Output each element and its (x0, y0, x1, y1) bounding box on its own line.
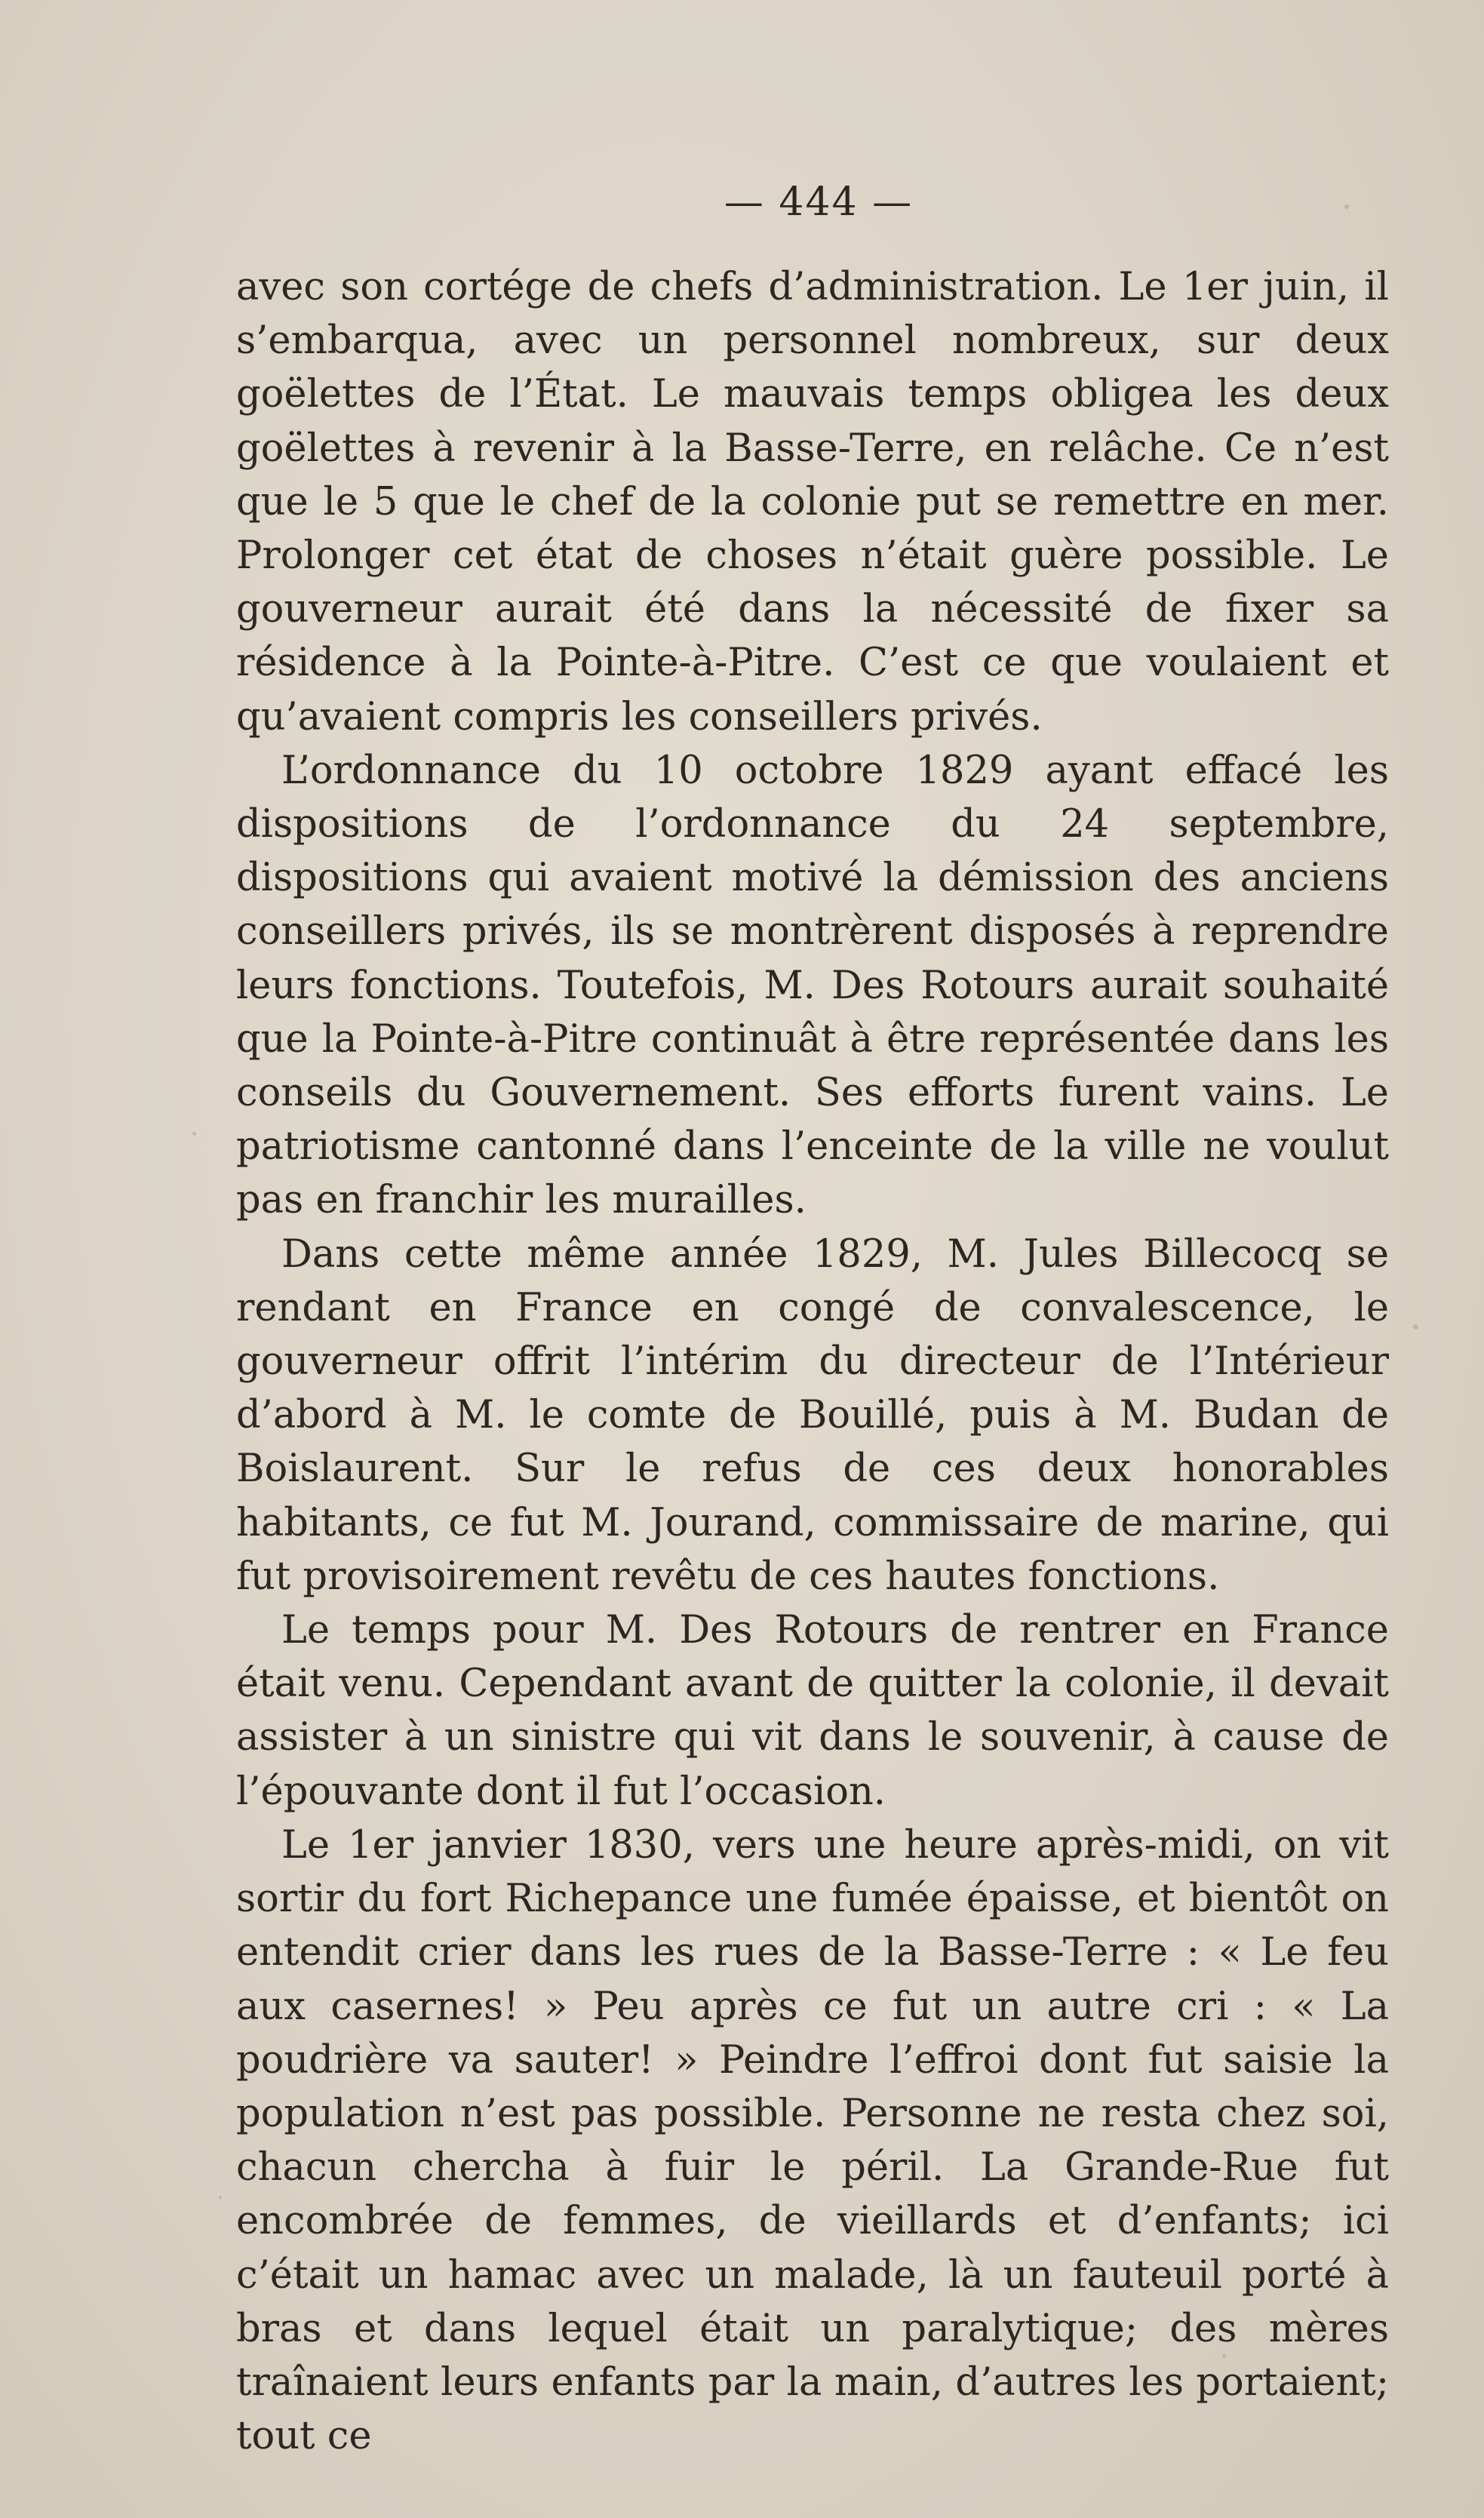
paper-speck (219, 2196, 222, 2199)
paper-speck (1413, 1324, 1418, 1330)
paragraph-5: Le 1er janvier 1830, vers une heure après-midi, on vit sortir du fort Richepance une fumée épaisse, et bientôt on entendit crier dans les rues de la Basse-Terre : « Le feu aux casernes! » Peu après ce fut un autre cri : « La poudrière va sauter! » Peindre l’effroi dont fut saisie la population n’est pas possible. Personne ne resta chez soi, chacun chercha à fuir le péril. La Grande-Rue fut encombrée de femmes, de vieillards et d’enfants; ici c’était un hamac avec un malade, là un fauteuil porté à bras et dans lequel était un paralytique; des mères traînaient leurs enfants par la main, d’autres les portaient; tout ce (236, 1822, 1389, 2459)
paper-speck (192, 1132, 196, 1136)
page-number: — 444 — (724, 180, 914, 225)
paragraph-3: Dans cette même année 1829, M. Jules Billecocq se rendant en France en congé de convalescence, le gouverneur offrit l’intérim du directeur de l’Intérieur d’abord à M. le comte de Bouillé, puis à M. Budan de Boislaurent. Sur le refus de ces deux honorables habitants, ce fut M. Jourand, commissaire de marine, qui fut provisoirement revêtu de ces hautes fonctions. (236, 1231, 1389, 1599)
body-text (236, 260, 1389, 2463)
paper-speck (1344, 204, 1349, 209)
paragraph-2: L’ordonnance du 10 octobre 1829 ayant effacé les dispositions de l’ordonnance du 24 septembre, dispositions qui avaient motivé la démission des anciens conseillers privés, ils se montrèrent disposés à reprendre leurs fonctions. Toutefois, M. Des Rotours aurait souhaité que la Pointe-à-Pitre continuât à être représentée dans les conseils du Gouvernement. Ses efforts furent vains. Le patriotisme cantonné dans l’enceinte de la ville ne voulut pas en franchir les murailles. (236, 748, 1389, 1223)
paragraph-1: avec son cortége de chefs d’administration. Le 1er juin, il s’embarqua, avec un personnel nombreux, sur deux goëlettes de l’État. Le mauvais temps obligea les deux goëlettes à revenir à la Basse-Terre, en relâche. Ce n’est que le 5 que le chef de la colonie put se remettre en mer. Prolonger cet état de choses n’était guère possible. Le gouverneur aurait été dans la nécessité de fixer sa résidence à la Pointe-à-Pitre. C’est ce que voulaient et qu’avaient compris les conseillers privés. (236, 265, 1389, 739)
paragraph-4: Le temps pour M. Des Rotours de rentrer en France était venu. Cependant avant de quitter la colonie, il devait assister à un sinistre qui vit dans le souvenir, à cause de l’épouvante dont il fut l’occasion. (236, 1608, 1389, 1814)
paper-speck (1222, 2354, 1226, 2358)
